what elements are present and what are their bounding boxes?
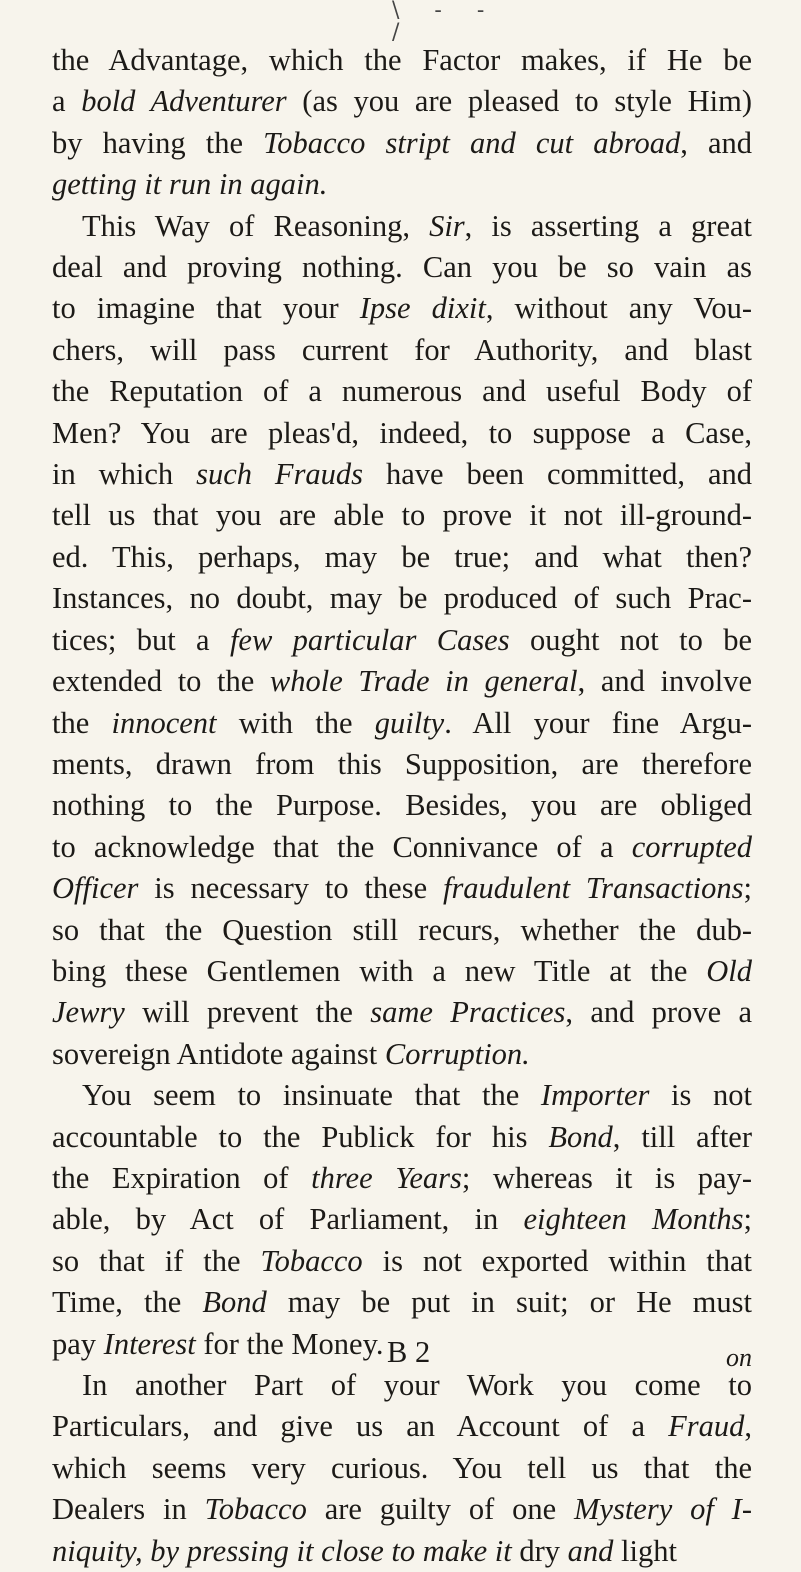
text-segment: Men? You are pleas'd, indeed, to suppose a Case, [52,415,752,450]
text-segment: , and involve [577,664,752,699]
text-segment: This Way of Reasoning, [82,208,430,243]
italic-text: such Frauds [196,457,364,492]
text-segment: able, by Act of Parliament, in [52,1202,524,1237]
text-line [52,1199,752,1240]
text-line [52,1034,752,1075]
text-line [52,992,752,1033]
signature-mark: B 2 [387,1335,431,1369]
text-line [52,1531,752,1572]
text-segment: Time, the [52,1285,203,1320]
text-segment: In another Part of your Work you come to [82,1368,752,1402]
text-line [52,288,752,329]
italic-text: few particular Cases [229,622,510,657]
text-segment: , and prove a [565,995,752,1030]
text-segment: to imagine that your [52,291,360,326]
text-segment: pay [52,1326,104,1361]
text-segment: is not exported within that [362,1243,752,1278]
italic-text: innocent [111,705,217,740]
text-segment: in which [52,457,197,492]
italic-text: Bond [548,1119,613,1154]
text-line [52,1158,752,1199]
text-segment: ; whereas it is pay- [461,1160,752,1195]
text-segment: , [744,1409,752,1444]
text-line [52,206,752,247]
text-line [52,785,752,826]
italic-text: Old [706,953,752,988]
italic-text: same Practices [370,995,566,1030]
text-segment: the Expiration of [52,1160,312,1195]
text-segment: bing these Gentlemen with a new Title at the [52,953,707,988]
text-segment: You seem to insinuate that the [82,1078,541,1113]
text-segment: , is asserting a great [464,208,752,243]
text-line [52,1489,752,1530]
text-line [52,454,752,495]
text-segment: (as you are pleased to style Him) [286,84,752,119]
text-segment: deal and proving nothing. Can you be so vain as [52,250,752,285]
text-line [52,1448,752,1489]
text-line [52,247,752,288]
text-segment: Instances, no doubt, may be produced of such Prac- [52,581,752,616]
text-segment: tell us that you are able to prove it not ill-ground- [52,498,752,533]
text-segment: nothing to the Purpose. Besides, you are obliged [52,788,752,823]
text-segment: is necessary to these [138,871,443,906]
text-segment: , till after [612,1119,752,1154]
text-line [52,1282,752,1323]
text-segment: ought not to be [509,622,752,657]
text-line [52,827,752,868]
text-segment: ments, drawn from this Supposition, are therefore [52,746,752,781]
text-segment: will prevent the [124,995,371,1030]
italic-text: corrupted [631,829,752,864]
page-footer [52,1335,752,1375]
text-segment: ; [743,1202,752,1237]
italic-text: whole Trade in general [269,664,578,699]
text-segment: the [52,705,112,740]
italic-text: Fraud [668,1409,745,1444]
italic-text: getting it run in again. [52,167,328,202]
text-segment: sovereign Antidote against [52,1036,385,1071]
text-line [52,1241,752,1282]
text-line [52,578,752,619]
text-segment: by having the [52,125,264,160]
italic-text: Tobacco [204,1492,307,1527]
text-line [52,703,752,744]
text-segment: chers, will pass current for Authority, and blast [52,332,752,367]
italic-text: Importer [540,1078,650,1113]
text-line [52,1075,752,1116]
text-segment: , without any Vou- [485,291,752,326]
italic-text: Interest [103,1326,196,1361]
top-ornament: \ - - / [392,0,499,45]
text-segment: ed. This, perhaps, may be true; and what then? [52,539,752,574]
catchword: on [726,1343,752,1372]
text-segment: are guilty of one [306,1492,574,1527]
text-line [52,371,752,412]
text-segment: have been committed, and [363,457,752,492]
text-segment: which seems very curious. You tell us that the [52,1450,752,1485]
text-segment: with the [216,705,375,740]
text-segment: . All your fine Argu- [444,705,752,740]
text-segment: Dealers in [52,1492,205,1527]
italic-text: Ipse dixit [359,291,486,326]
text-line [52,330,752,371]
italic-text: guilty [374,705,445,740]
text-segment: accountable to the Publick for his [52,1119,549,1154]
italic-text: niquity, by pressing it close to make it [52,1533,512,1568]
text-line [52,744,752,785]
text-line [52,620,752,661]
text-line [52,1406,752,1447]
italic-text: Jewry [52,995,125,1030]
italic-text: Bond [202,1285,267,1320]
text-segment: dry [511,1533,568,1568]
italic-text: eighteen Months [523,1202,744,1237]
italic-text: Sir [429,208,465,243]
text-line [52,951,752,992]
text-line [52,537,752,578]
text-segment: so that if the [52,1243,261,1278]
text-segment: is not [649,1078,752,1113]
text-segment: to acknowledge that the Connivance of a [52,829,632,864]
italic-text: Mystery of I- [574,1492,752,1527]
text-segment: a [52,84,82,119]
text-segment: for the Money. [195,1326,384,1361]
text-segment: ; [743,871,753,906]
text-line [52,1117,752,1158]
text-segment: so that the Question still recurs, whether the dub- [52,912,752,947]
italic-text: Tobacco stript and cut abroad [263,125,681,160]
text-segment: may be put in suit; or He must [266,1285,753,1320]
text-line [52,123,752,164]
italic-text: Tobacco [260,1243,363,1278]
text-line [52,81,752,122]
italic-text: fraudulent Transactions [442,871,744,906]
text-segment: tices; but a [52,622,230,657]
italic-text: bold Adventurer [81,84,287,119]
text-segment: light [613,1533,677,1568]
text-segment: the Advantage, which the Factor makes, if He be [52,43,752,77]
text-line [52,910,752,951]
text-line [52,164,752,205]
text-line [52,40,752,81]
italic-text: and [567,1533,614,1568]
text-segment: Particulars, and give us an Account of a [52,1409,669,1444]
italic-text: Officer [52,871,139,906]
text-line [52,495,752,536]
text-line [52,661,752,702]
text-segment: extended to the [52,664,270,699]
italic-text: Corruption. [384,1036,530,1071]
text-line [52,413,752,454]
text-segment: , and [680,125,752,160]
text-segment: the Reputation of a numerous and useful Body of [52,374,752,409]
text-line [52,868,752,909]
italic-text: three Years [311,1160,462,1195]
